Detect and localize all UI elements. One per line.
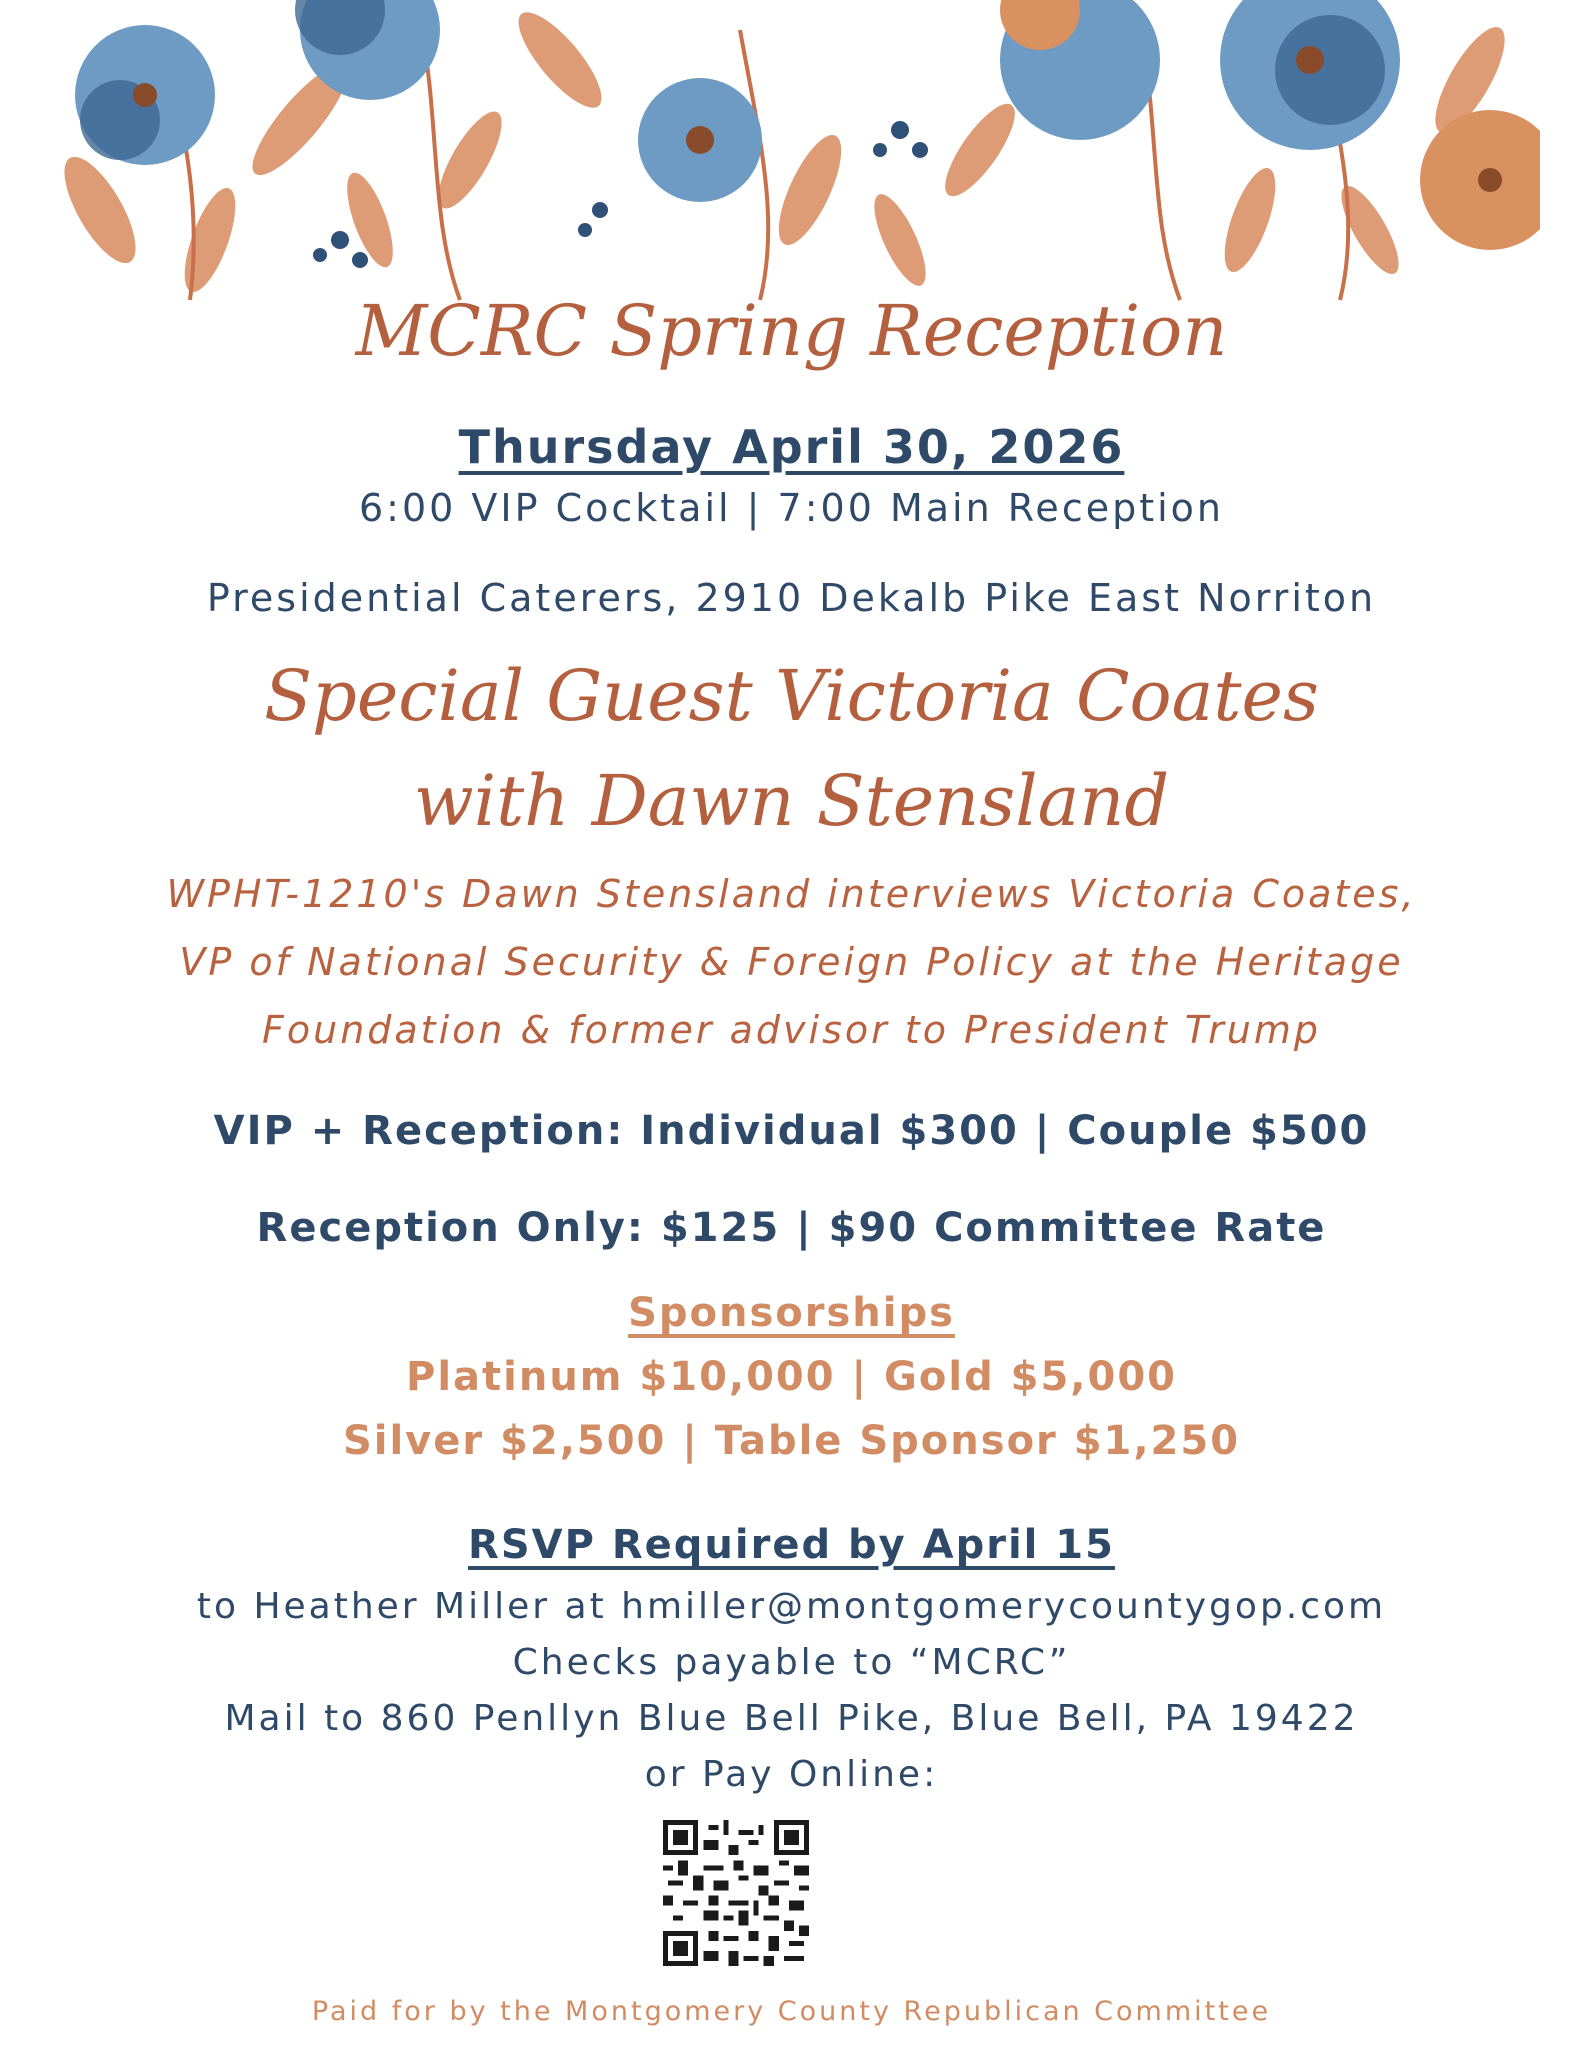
footer-disclaimer: Paid for by the Montgomery County Republican Committee xyxy=(311,1996,1272,2027)
sponsorship-tiers-2: Silver $2,500 | Table Sponsor $1,250 xyxy=(342,1418,1241,1464)
rsvp-online: or Pay Online: xyxy=(644,1754,939,1795)
event-date: Thursday April 30, 2026 xyxy=(458,420,1125,474)
event-venue: Presidential Caterers, 2910 Dekalb Pike East Norriton xyxy=(206,576,1377,620)
payment-qr-code[interactable] xyxy=(663,1820,809,1966)
rsvp-contact: to Heather Miller at hmiller@montgomerycountygop.com xyxy=(196,1586,1387,1627)
event-title: MCRC Spring Reception xyxy=(355,290,1228,372)
pricing-reception: Reception Only: $125 | $90 Committee Rate xyxy=(256,1205,1327,1251)
guest-description-1: WPHT-1210's Dawn Stensland interviews Victoria Coates, xyxy=(166,872,1417,916)
rsvp-mail: Mail to 860 Penllyn Blue Bell Pike, Blue Bell, PA 19422 xyxy=(224,1698,1359,1739)
event-times: 6:00 VIP Cocktail | 7:00 Main Reception xyxy=(358,486,1224,530)
guest-line-2: with Dawn Stensland xyxy=(413,760,1170,842)
rsvp-checks: Checks payable to “MCRC” xyxy=(512,1642,1071,1683)
rsvp-heading: RSVP Required by April 15 xyxy=(468,1522,1115,1568)
guest-description-2: VP of National Security & Foreign Policy at the Heritage xyxy=(179,940,1404,984)
guest-line-1: Special Guest Victoria Coates xyxy=(264,655,1319,737)
guest-description-3: Foundation & former advisor to President Trump xyxy=(262,1008,1321,1052)
sponsorships-heading: Sponsorships xyxy=(628,1290,955,1336)
sponsorship-tiers-1: Platinum $10,000 | Gold $5,000 xyxy=(406,1354,1177,1400)
floral-header-illustration xyxy=(40,0,1540,320)
pricing-vip: VIP + Reception: Individual $300 | Couple $500 xyxy=(213,1108,1370,1154)
